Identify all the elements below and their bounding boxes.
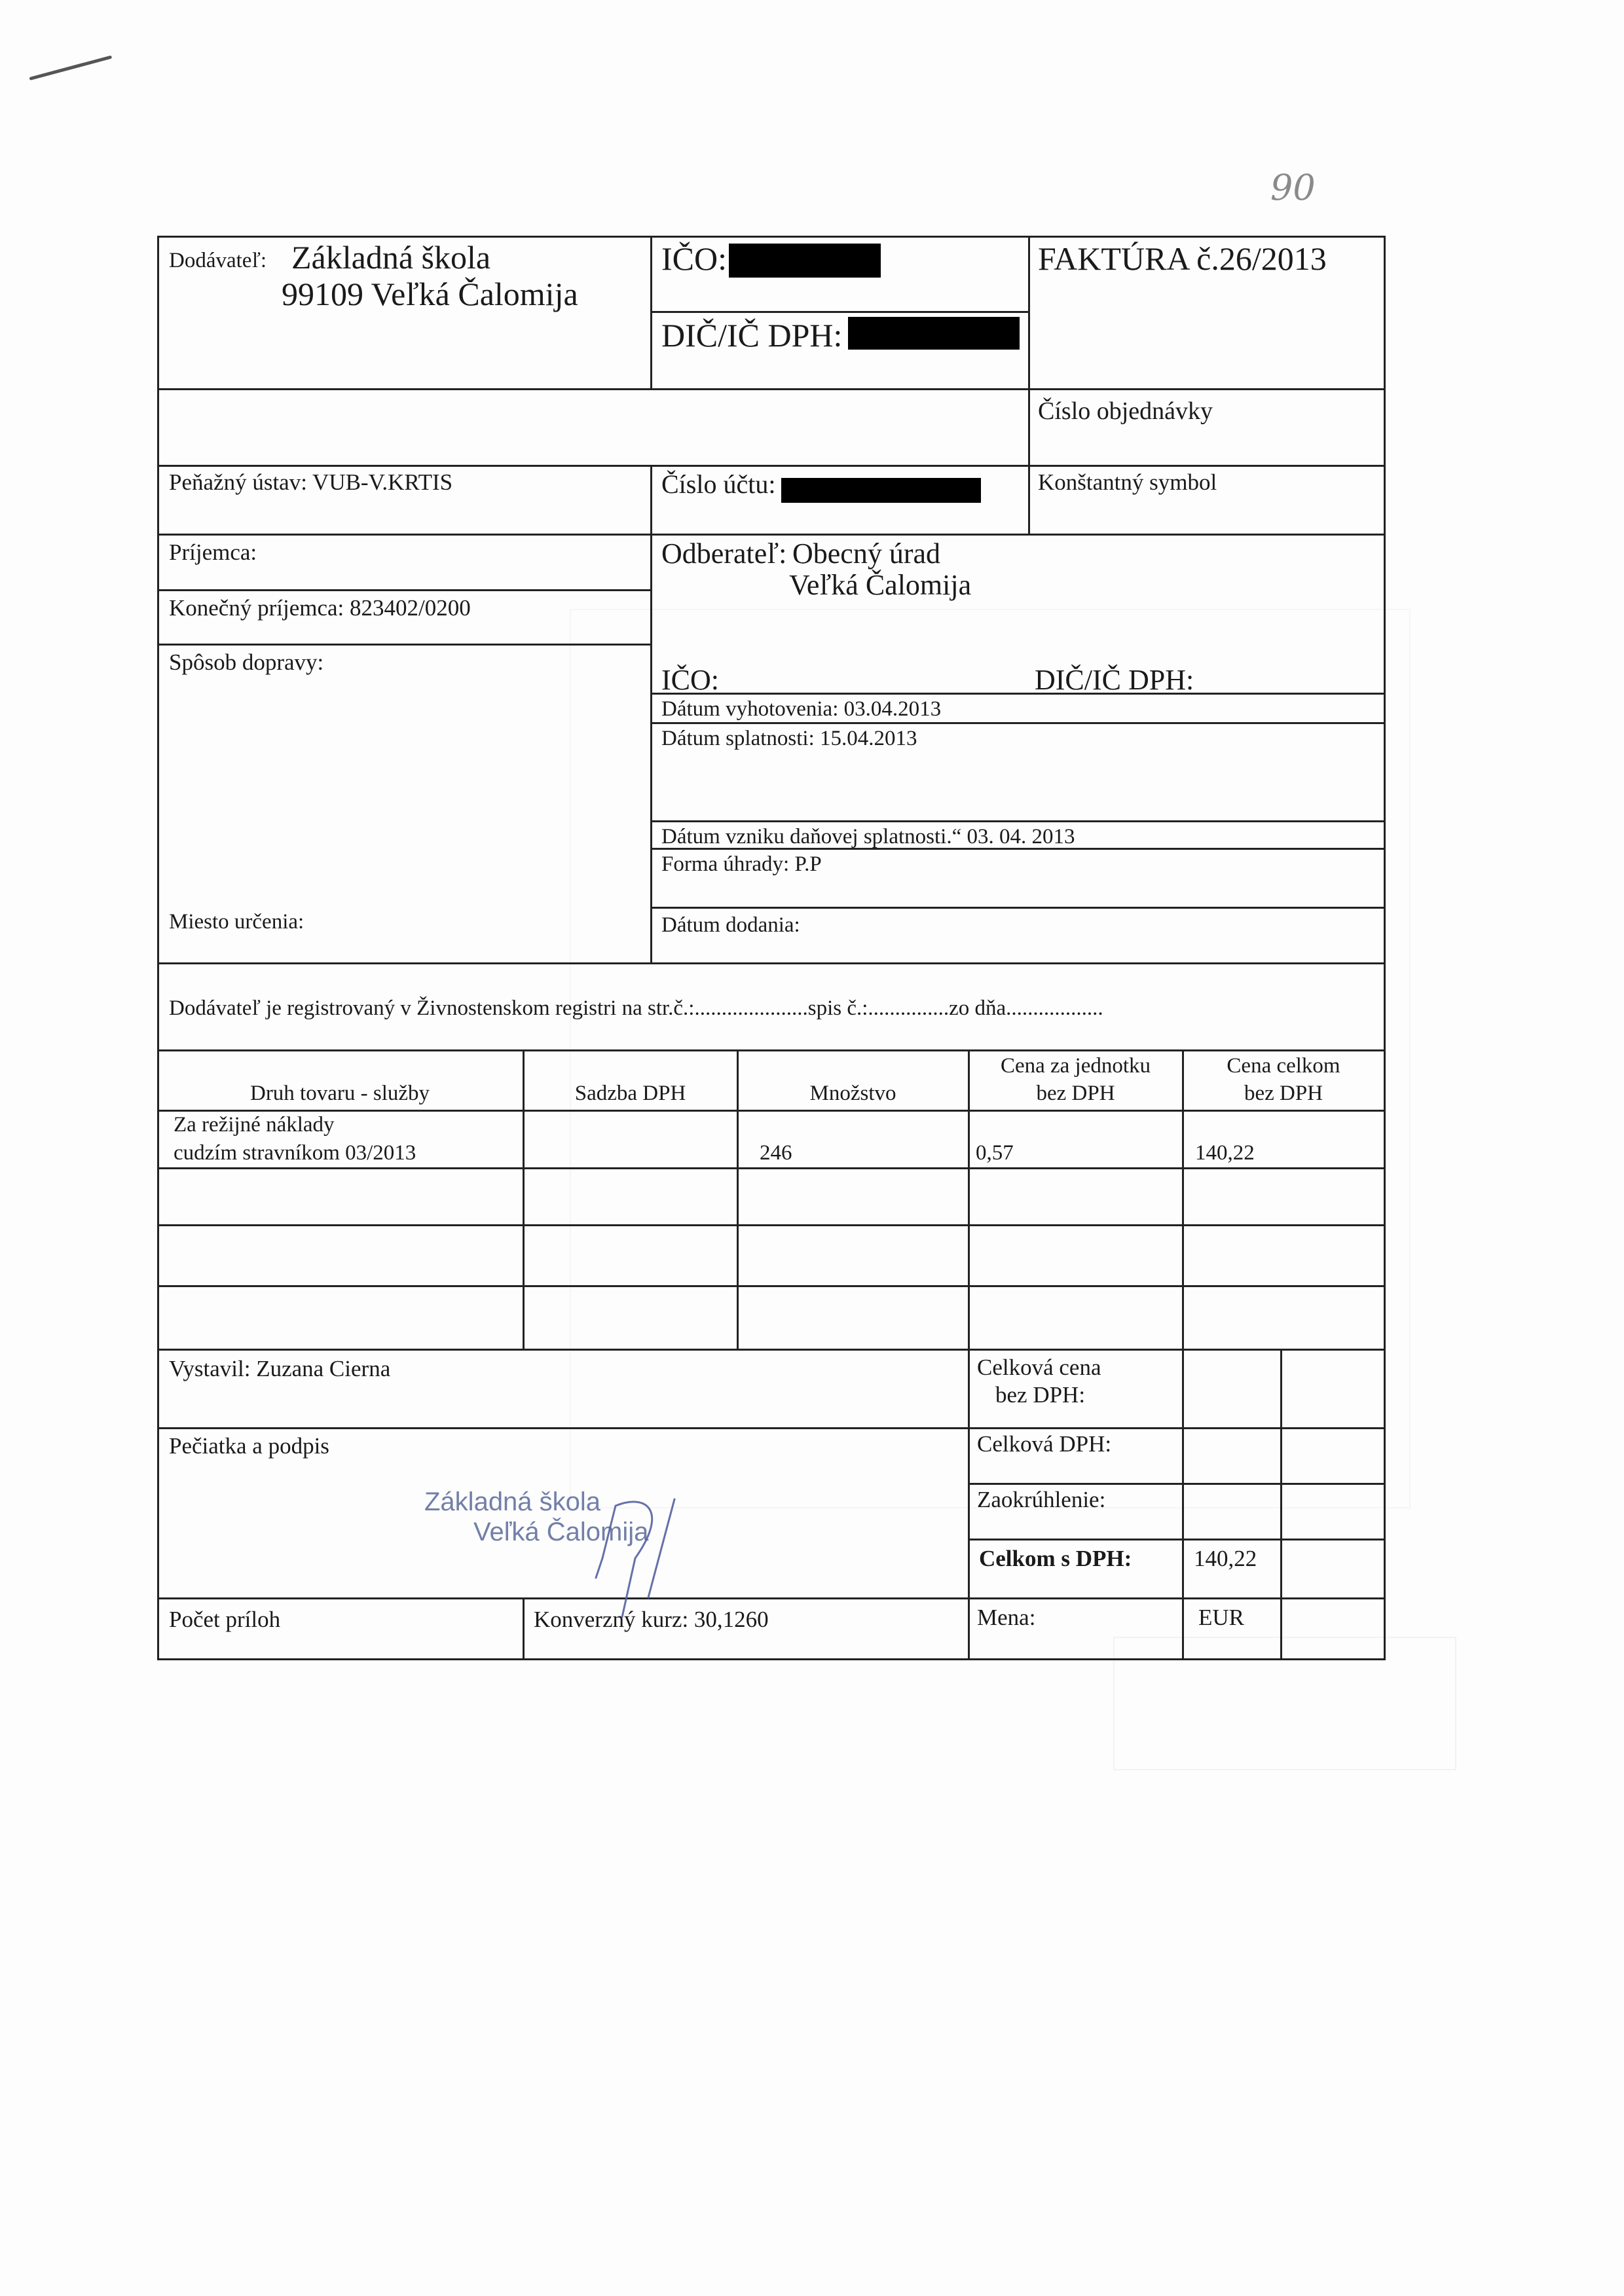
conversion-rate: Konverzný kurz: 30,1260: [534, 1607, 769, 1632]
border-left: [157, 236, 159, 1660]
stamp-line2: Veľká Čalomija: [473, 1518, 649, 1546]
divider: [157, 465, 1386, 467]
supplier-name: Základná škola: [291, 239, 491, 276]
stamp-line1: Základná škola: [424, 1487, 601, 1516]
attachments-label: Počet príloh: [169, 1607, 281, 1632]
payment-form: Forma úhrady: P.P: [661, 852, 822, 876]
col-header-goods: Druh tovaru - služby: [249, 1082, 430, 1105]
bleed-through-stamp-shape: [1113, 1637, 1456, 1770]
border-top: [157, 236, 1386, 238]
signature-icon: [576, 1467, 707, 1630]
supplier-label: Dodávateľ:: [169, 249, 267, 272]
divider: [650, 465, 652, 962]
total-with-vat-label: Celkom s DPH:: [979, 1546, 1132, 1571]
rounding-label: Zaokrúhlenie:: [977, 1487, 1106, 1512]
item-goods-line1: Za režijné náklady: [174, 1113, 335, 1137]
order-number-label: Číslo objednávky: [1038, 397, 1213, 425]
customer-label: Odberateľ:: [661, 538, 787, 570]
divider: [650, 722, 1386, 724]
currency-value: EUR: [1198, 1605, 1244, 1630]
divider: [1280, 1349, 1282, 1660]
divider: [157, 388, 1386, 390]
divider: [157, 1349, 1386, 1351]
supplier-address: 99109 Veľká Čalomija: [282, 276, 578, 312]
total-vat-label: Celková DPH:: [977, 1431, 1112, 1457]
divider: [157, 1167, 1386, 1169]
divider: [1182, 1049, 1184, 1658]
col-header-unit-price-line1: Cena za jednotku: [1000, 1054, 1151, 1078]
divider: [157, 644, 652, 646]
border-bottom: [157, 1658, 1386, 1660]
dic-label: DIČ/IČ DPH:: [661, 317, 843, 354]
tax-date: Dátum vzniku daňovej splatnosti.“ 03. 04. 2013: [661, 825, 1075, 848]
total-no-vat-line2: bez DPH:: [995, 1382, 1086, 1408]
divider: [157, 1597, 1386, 1599]
customer-name: Obecný úrad: [792, 538, 941, 570]
redaction-box: [848, 317, 1020, 350]
col-header-vat-rate: Sadzba DPH: [574, 1082, 686, 1105]
divider: [157, 1427, 1386, 1429]
ico-label: IČO:: [661, 240, 727, 277]
final-recipient-label: Konečný príjemca: 823402/0200: [169, 595, 471, 621]
destination-label: Miesto určenia:: [169, 910, 304, 934]
item-total: 140,22: [1195, 1141, 1255, 1165]
divider: [968, 1539, 1386, 1540]
item-unit-price: 0,57: [976, 1141, 1014, 1165]
divider: [157, 1049, 1386, 1051]
recipient-label: Príjemca:: [169, 539, 257, 565]
currency-label: Mena:: [977, 1605, 1036, 1630]
total-no-vat-line1: Celková cena: [977, 1355, 1101, 1380]
customer-ico-label: IČO:: [661, 664, 719, 696]
delivery-date: Dátum dodania:: [661, 913, 800, 937]
issued-by: Vystavil: Zuzana Cierna: [169, 1356, 391, 1381]
divider: [1028, 236, 1030, 536]
col-header-total-line2: bez DPH: [1244, 1082, 1323, 1105]
stamp-signature-label: Pečiatka a podpis: [169, 1433, 329, 1459]
divider: [650, 693, 1386, 695]
divider: [968, 1483, 1386, 1485]
due-date: Dátum splatnosti: 15.04.2013: [661, 727, 917, 750]
item-quantity: 246: [760, 1141, 792, 1165]
divider: [157, 1224, 1386, 1226]
transport-label: Spôsob dopravy:: [169, 649, 324, 675]
divider: [157, 962, 1386, 964]
bank-label: Peňažný ústav: VUB-V.KRTIS: [169, 469, 453, 495]
col-header-unit-price-line2: bez DPH: [1036, 1082, 1115, 1105]
total-with-vat-value: 140,22: [1194, 1546, 1257, 1571]
divider: [650, 820, 1386, 822]
col-header-total-line1: Cena celkom: [1227, 1054, 1340, 1078]
issue-date: Dátum vyhotovenia: 03.04.2013: [661, 697, 942, 721]
divider: [650, 907, 1386, 909]
divider: [157, 1110, 1386, 1112]
border-right: [1384, 236, 1386, 1660]
registry-line: Dodávateľ je registrovaný v Živnostenskom registri na str.č.:.....................spis č.:...............zo dňa..................: [169, 996, 1103, 1020]
constant-symbol-label: Konštantný symbol: [1038, 469, 1217, 495]
col-header-quantity: Množstvo: [809, 1082, 896, 1105]
divider: [157, 1285, 1386, 1287]
account-label: Číslo účtu:: [661, 469, 776, 499]
redaction-box: [729, 244, 881, 278]
divider: [157, 589, 652, 591]
divider: [523, 1597, 525, 1660]
divider: [968, 1049, 970, 1658]
customer-dic-label: DIČ/IČ DPH:: [1035, 664, 1194, 696]
divider: [650, 311, 1030, 313]
customer-address: Veľká Čalomija: [789, 569, 972, 601]
divider: [157, 534, 1386, 536]
pen-stroke-mark: [29, 55, 112, 80]
handwritten-page-number: 90: [1270, 167, 1316, 208]
invoice-title: FAKTÚRA č.26/2013: [1038, 240, 1327, 277]
redaction-box: [781, 478, 981, 503]
item-goods-line2: cudzím stravníkom 03/2013: [174, 1141, 416, 1165]
